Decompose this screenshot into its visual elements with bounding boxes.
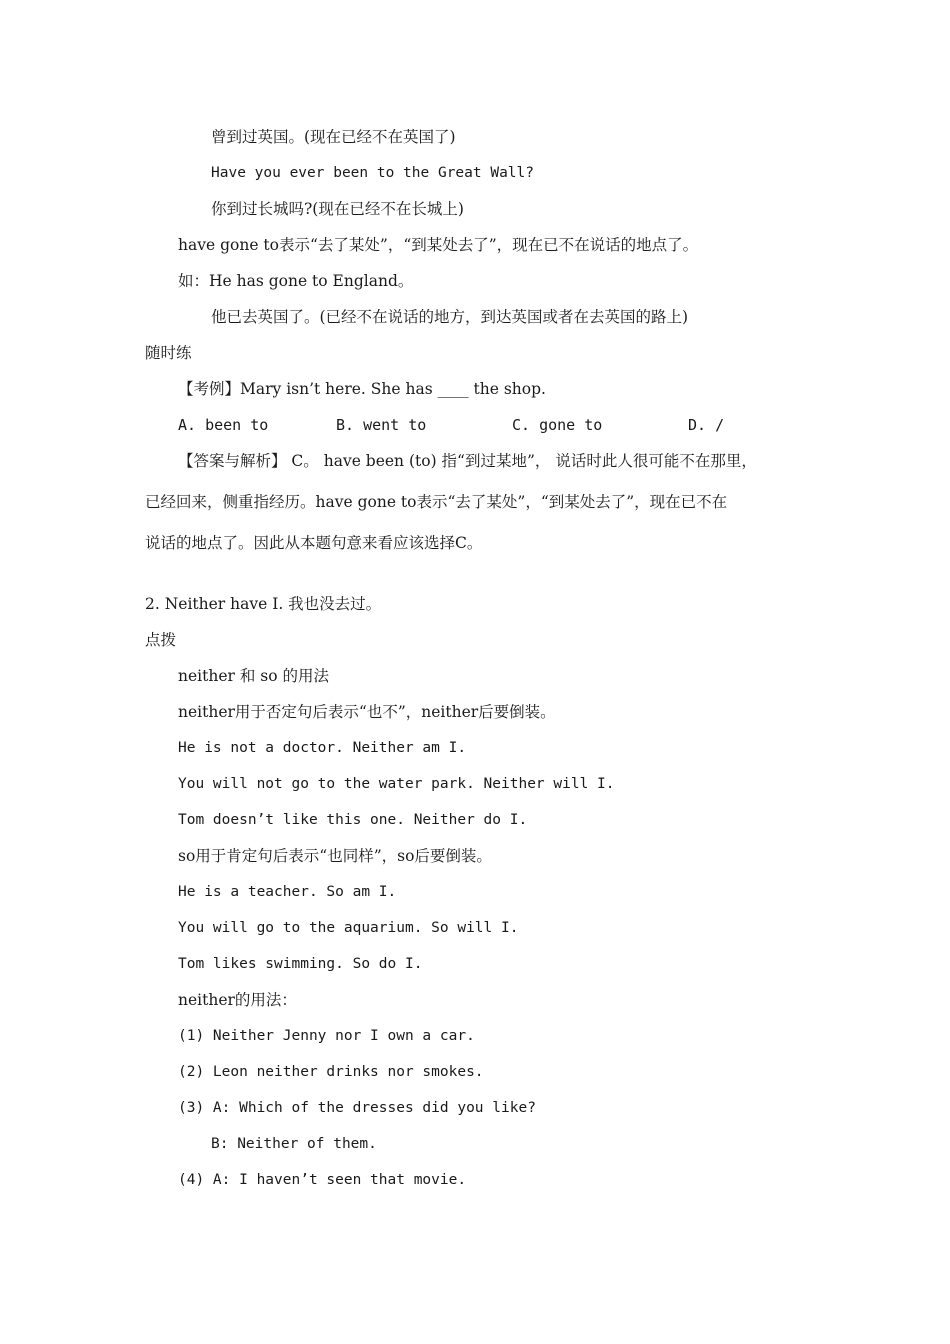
neither-usage-4: (4) A: I haven’t seen that movie. (178, 1172, 467, 1188)
tips-heading: 点拨 (145, 631, 177, 649)
neither-example-1: He is not a doctor. Neither am I. (178, 740, 467, 756)
neither-rule: neither用于否定句后表示“也不”，neither后要倒装。 (178, 703, 556, 721)
example-sentence-great-wall: Have you ever been to the Great Wall? (211, 165, 535, 181)
answer-analysis-line-1: 【答案与解析】 C。 have been (to) 指“到过某地”， 说话时此人很可能不在那里， (178, 452, 757, 470)
answer-analysis-line-2: 已经回来，侧重指经历。have gone to表示“去了某处”，“到某处去了”，现在已不在 (145, 493, 728, 511)
neither-usage-3-answer: B: Neither of them. (211, 1136, 377, 1152)
section-2-heading: 2. Neither have I. 我也没去过。 (145, 595, 382, 613)
neither-usage-2: (2) Leon neither drinks nor smokes. (178, 1064, 484, 1080)
exam-question: 【考例】Mary isn’t here. She has ____ the shop. (178, 380, 546, 398)
example-translation-2: 你到过长城吗?(现在已经不在长城上) (211, 200, 464, 218)
neither-usage-3-question: (3) A: Which of the dresses did you like? (178, 1100, 536, 1116)
neither-example-3: Tom doesn’t like this one. Neither do I. (178, 812, 528, 828)
option-b: B. went to (336, 416, 427, 434)
option-d: D. / (688, 416, 725, 434)
option-a: A. been to (178, 416, 269, 434)
have-gone-to-explanation: have gone to表示“去了某处”，“到某处去了”，现在已不在说话的地点了。 (178, 236, 699, 254)
so-example-1: He is a teacher. So am I. (178, 884, 397, 900)
option-c: C. gone to (512, 416, 603, 434)
answer-analysis-line-3: 说话的地点了。因此从本题句意来看应该选择C。 (145, 534, 483, 552)
have-gone-to-example: 如：He has gone to England。 (178, 272, 414, 290)
neither-usage-title: neither的用法： (178, 991, 297, 1009)
neither-so-usage-title: neither 和 so 的用法 (178, 667, 329, 685)
practice-heading: 随时练 (145, 344, 192, 362)
so-example-2: You will go to the aquarium. So will I. (178, 920, 519, 936)
so-example-3: Tom likes swimming. So do I. (178, 956, 423, 972)
have-gone-to-translation: 他已去英国了。(已经不在说话的地方，到达英国或者在去英国的路上) (211, 308, 689, 326)
neither-example-2: You will not go to the water park. Neither will I. (178, 776, 615, 792)
neither-usage-1: (1) Neither Jenny nor I own a car. (178, 1028, 475, 1044)
so-rule: so用于肯定句后表示“也同样”，so后要倒装。 (178, 847, 492, 865)
example-translation-1: 曾到过英国。(现在已经不在英国了) (211, 128, 456, 146)
